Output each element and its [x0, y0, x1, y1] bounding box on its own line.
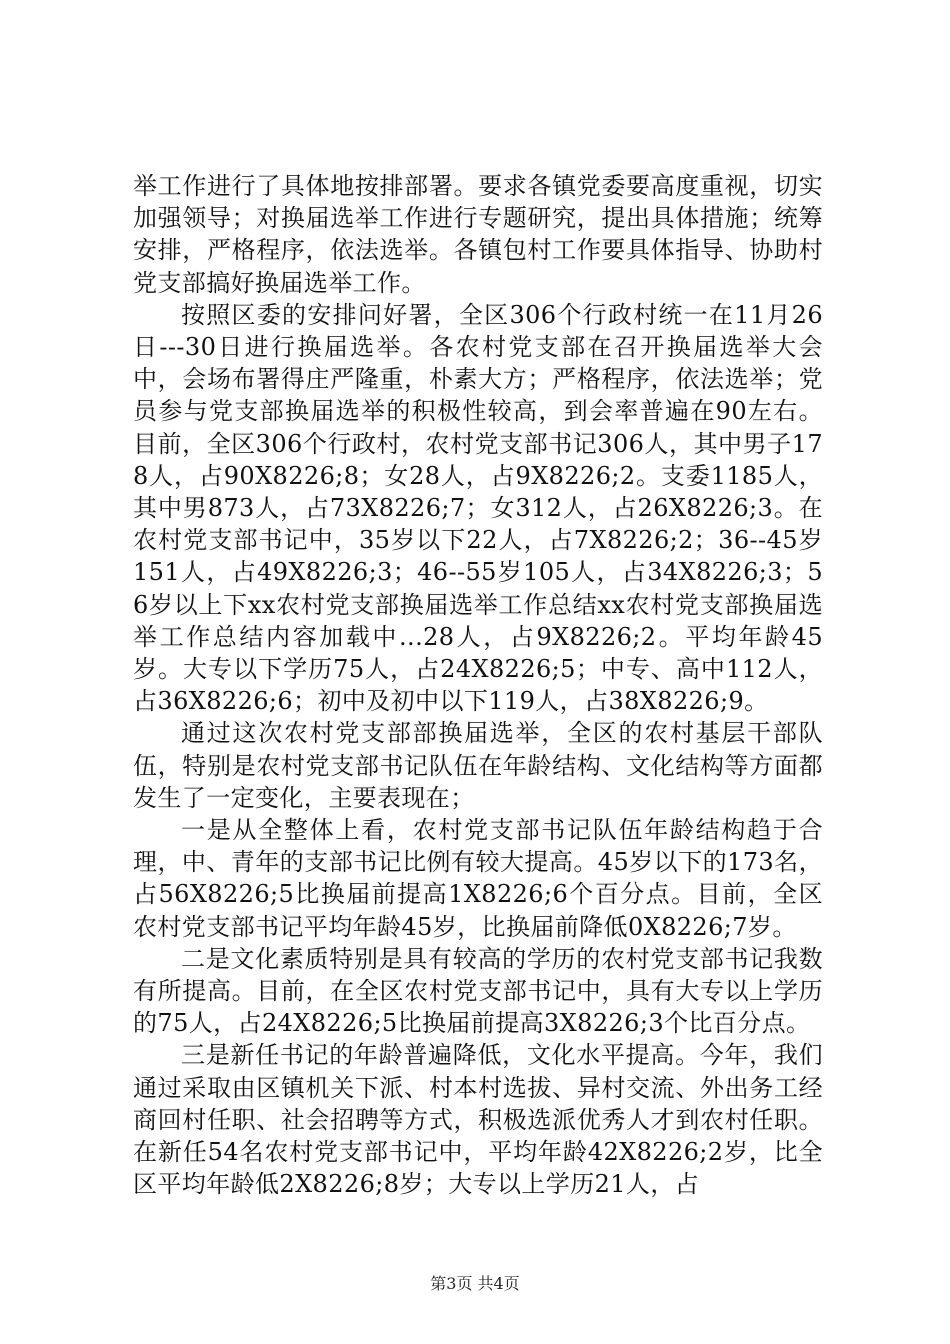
document-body	[133, 170, 823, 1201]
paragraph-point-one: 一是从全整体上看，农村党支部书记队伍年龄结构趋于合理，中、青年的支部书记比例有较大提高。45岁以下的173名，占56X8226;5比换届前提高1X8226;6个百分点。目前，全区农村党支部书记平均年龄45岁，比换届前降低0X8226;7岁。	[133, 816, 823, 941]
paragraph-point-three: 三是新任书记的年龄普遍降低，文化水平提高。今年，我们通过采取由区镇机关下派、村本村选拔、异村交流、外出务工经商回村任职、社会招聘等方式，积极选派优秀人才到农村任职。在新任54名农村党支部书记中，平均年龄42X8226;2岁，比全区平均年龄低2X8226;8岁；大专以上学历21人，占	[133, 1041, 823, 1199]
paragraph-point-two: 二是文化素质特别是具有较高的学历的农村党支部书记我数有所提高。目前，在全区农村党支部书记中，具有大专以上学历的75人，占24X8226;5比换届前提高3X8226;3个比百分点。	[133, 944, 823, 1038]
paragraph-changes-summary: 通过这次农村党支部部换届选举，全区的农村基层干部队伍，特别是农村党支部书记队伍在年龄结构、文化结构等方面都发生了一定变化，主要表现在；	[133, 719, 823, 812]
paragraph-election-statistics: 按照区委的安排问好署，全区306个行政村统一在11月26日---30日进行换届选举。各农村党支部在召开换届选举大会中，会场布署得庄严隆重，朴素大方；严格程序，依法选举；党员参与党支部换届选举的积极性较高，到会率普遍在90左右。目前，全区306个行政村，农村党支部书记306人，其中男子178人，占90X8226;8；女28人，占9X8226;2。支委1185人，其中男873人，占73X8226;7；女312人，占26X8226;3。在农村党支部书记中，35岁以下22人，占7X8226;2；36--45岁151人，占49X8226;3；46--55岁105人，占34X8226;3；56岁以上下xx农村党支部换届选举工作总结xx农村党支部换届选举工作总结内容加载中...28人，占9X8226;2。平均年龄45岁。大专以下学历75人，占24X8226;5；中专、高中112人，占36X8226;6；初中及初中以下119人，占38X8226;9。	[133, 300, 823, 716]
paragraph-continuation: 举工作进行了具体地按排部署。要求各镇党委要高度重视，切实加强领导；对换届选举工作进行专题研究，提出具体措施；统筹安排，严格程序，依法选举。各镇包村工作要具体指导、协助村党支部搞好换届选举工作。	[133, 172, 823, 297]
page-footer: 第3页 共4页	[430, 1274, 520, 1293]
